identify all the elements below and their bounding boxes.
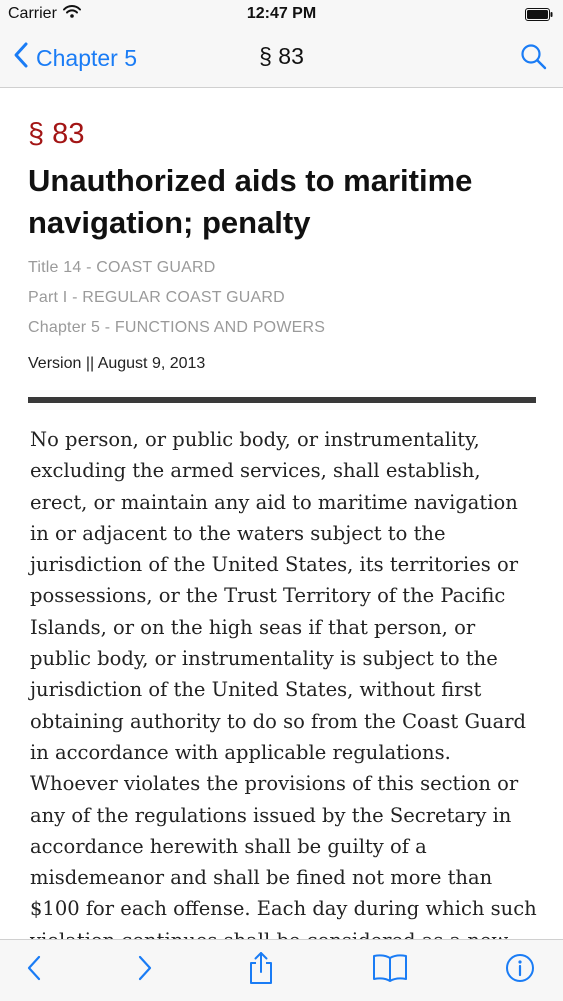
back-button-label: Chapter 5 bbox=[36, 44, 138, 71]
battery-icon bbox=[525, 8, 553, 21]
divider bbox=[28, 397, 536, 403]
chevron-right-icon bbox=[137, 954, 153, 987]
section-number: § 83 bbox=[28, 118, 85, 150]
section-body-text: No person, or public body, or instrumentality, excluding the armed services, shall establish, erect, or maintain any aid to maritime navigation in or adjacent to the waters subject to the jurisdiction of the United States, its territories or possessions, or the Trust Territory of the Pacific Islands, or on the high seas if that person, or public body, or instrumentality is subject to the jurisdiction of the United States, without first obtaining authority to do so from the Coast Guard in accordance with applicable regulations. Whoever violates the provisions of this section or any of the regulations issued by the Secretary in accordance herewith shall be guilty of a misdemeanor and shall be fined not more than $100 for each offense. Each day during which such bbox=[30, 428, 537, 921]
book-icon bbox=[371, 953, 409, 988]
search-button[interactable] bbox=[519, 42, 549, 72]
bottom-toolbar bbox=[0, 939, 563, 1001]
share-icon bbox=[247, 950, 275, 991]
part-line: Part I - REGULAR COAST GUARD bbox=[28, 289, 285, 306]
share-button[interactable] bbox=[241, 950, 281, 990]
previous-section-button[interactable] bbox=[14, 950, 54, 990]
version-line: Version || August 9, 2013 bbox=[28, 355, 206, 372]
status-bar bbox=[0, 0, 563, 30]
search-icon bbox=[519, 59, 549, 76]
nav-title: § 83 bbox=[259, 43, 304, 69]
next-section-button[interactable] bbox=[125, 950, 165, 990]
bookmarks-button[interactable] bbox=[370, 950, 410, 990]
carrier-label: Carrier bbox=[8, 5, 57, 22]
chapter-line: Chapter 5 - FUNCTIONS AND POWERS bbox=[28, 319, 326, 336]
status-time: 12:47 PM bbox=[246, 5, 317, 22]
article-content[interactable] bbox=[0, 88, 563, 939]
info-icon bbox=[504, 952, 536, 989]
chevron-left-icon bbox=[26, 954, 42, 987]
title-line: Title 14 - COAST GUARD bbox=[28, 259, 216, 276]
info-button[interactable] bbox=[500, 950, 540, 990]
navigation-bar bbox=[0, 30, 563, 88]
section-heading: Unauthorized aids to maritime navigation; penalty bbox=[28, 163, 473, 240]
